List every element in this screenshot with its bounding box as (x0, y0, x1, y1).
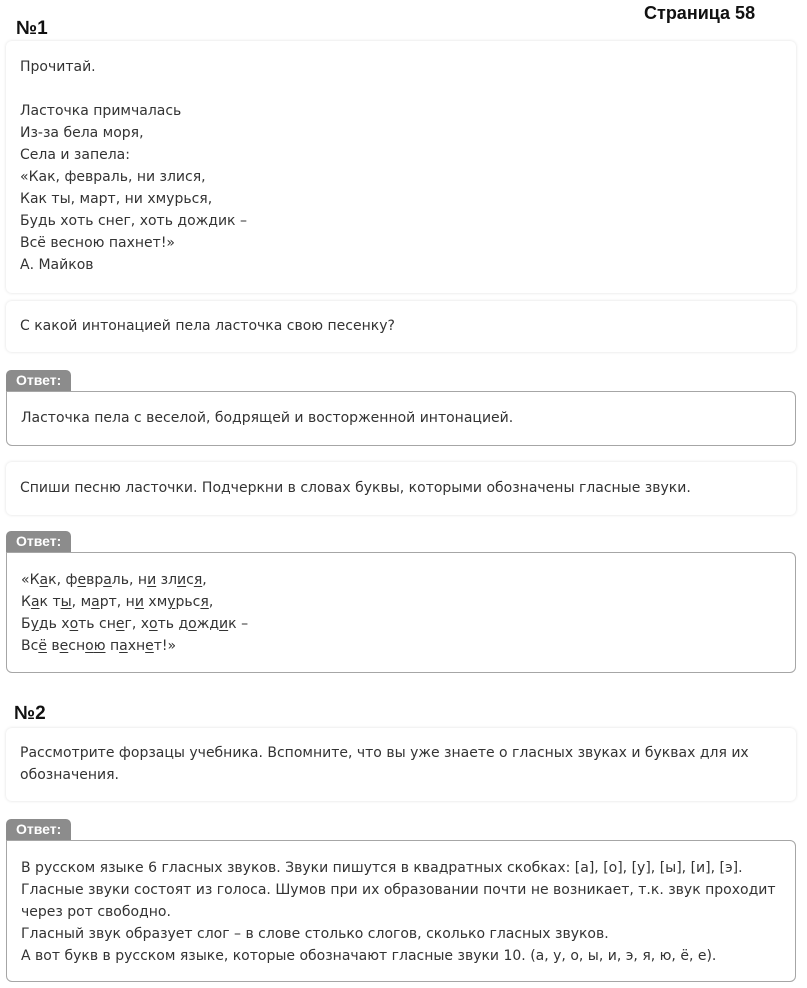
answer-3-line: А вот букв в русском языке, которые обозначают гласные звуки 10. (а, у, о, ы, и, э, я, ю, ё, е). (21, 948, 717, 964)
underlined-vowel: и (177, 572, 187, 588)
song-text: ть сн (78, 616, 116, 632)
song-text: , (202, 572, 207, 588)
answer-3-line: В русском языке 6 гласных звуков. Звуки пишутся в квадратных скобках: [а], [о], [у], [ы], [и], [э]. (21, 860, 743, 876)
poem-line: Села и запела: (20, 147, 130, 163)
song-text: к т (39, 594, 61, 610)
poem (20, 100, 782, 276)
song-text: г, х (124, 616, 150, 632)
song-text: в (46, 638, 60, 654)
task-1-question-2-card (6, 462, 796, 515)
answer-3-line: Гласные звуки состоят из голоса. Шумов при их образовании почти не возникает, т.к. звук проходит через рот свободно. (21, 882, 776, 920)
song-text: вр (86, 572, 104, 588)
underlined-vowel: ы (60, 594, 72, 610)
poem-line: «Как, февраль, ни злися, (20, 169, 206, 185)
underlined-vowel: а (39, 572, 49, 588)
song-text: т!» (153, 638, 177, 654)
task-1-question-1: С какой интонацией пела ласточка свою песенку? (20, 318, 395, 334)
task-1-instruction: Прочитай. (20, 59, 96, 75)
underlined-vowel: и (219, 616, 229, 632)
underlined-vowel: а (30, 594, 40, 610)
underlined-vowel: о (85, 638, 94, 654)
task-2-instruction-card (6, 728, 796, 801)
song-line (21, 591, 781, 613)
answer-box-2 (6, 552, 796, 673)
song-text: сн (68, 638, 86, 654)
underlined-vowel: я (200, 594, 209, 610)
underlined-vowel: ё (38, 638, 47, 654)
underlined-vowel: а (103, 572, 112, 588)
poem-author: А. Майков (20, 257, 94, 273)
underlined-vowel: о (188, 616, 197, 632)
answer-box-3 (6, 840, 796, 982)
song-text: рт, н (99, 594, 135, 610)
underlined-vowel: а (119, 638, 128, 654)
song-text: зл (156, 572, 178, 588)
underlined-vowel: и (134, 594, 144, 610)
task-2-heading: №2 (14, 703, 46, 724)
task-1-heading: №1 (16, 18, 48, 39)
page-number: Страница 58 (644, 3, 756, 23)
song-text: ть д (157, 616, 189, 632)
answer-label: Ответ: (6, 531, 71, 552)
song-text: дь х (38, 616, 70, 632)
song-text: Б (21, 616, 31, 632)
answer-label: Ответ: (6, 370, 71, 391)
answer-box-1 (6, 391, 796, 446)
task-1-text-card (6, 41, 796, 293)
song-text: хн (127, 638, 146, 654)
song-text: к – (228, 616, 249, 632)
underlined-vowel: е (77, 572, 87, 588)
poem-line: Ласточка примчалась (20, 103, 182, 119)
underlined-vowel: о (149, 616, 158, 632)
underlined-vowel: и (147, 572, 157, 588)
song-line (21, 635, 781, 657)
song-copy (21, 569, 781, 657)
task-1-question-2: Спиши песню ласточки. Подчеркни в словах буквы, которыми обозначены гласные звуки. (20, 480, 691, 496)
task-2-instruction: Рассмотрите форзацы учебника. Вспомните, что вы уже знаете о гласных звуках и буквах для их обозначения. (20, 745, 749, 783)
song-text: ль, н (111, 572, 148, 588)
underlined-vowel: е (145, 638, 154, 654)
song-text: п (105, 638, 120, 654)
song-text: «К (21, 572, 40, 588)
underlined-vowel: о (69, 616, 79, 632)
underlined-vowel: у (30, 616, 39, 632)
song-text: , м (71, 594, 92, 610)
underlined-vowel: е (115, 616, 125, 632)
underlined-vowel: у (167, 594, 176, 610)
song-text: К (21, 594, 31, 610)
underlined-vowel: я (193, 572, 203, 588)
song-text: жд (196, 616, 220, 632)
answer-1-text: Ласточка пела с веселой, бодрящей и восторженной интонацией. (21, 410, 514, 426)
song-text: хм (143, 594, 168, 610)
answer-label: Ответ: (6, 819, 71, 840)
song-line (21, 569, 781, 591)
song-text: Вс (21, 638, 39, 654)
song-text: к, ф (48, 572, 78, 588)
answer-3-line: Гласный звук образует слог – в слове столько слогов, сколько гласных звуков. (21, 926, 609, 942)
underlined-vowel: е (59, 638, 69, 654)
underlined-vowel: а (91, 594, 100, 610)
poem-line: Будь хоть снег, хоть дождик – (20, 213, 247, 229)
song-text: , (208, 594, 214, 610)
poem-line: Всё весною пахнет!» (20, 235, 175, 251)
song-text: рьс (175, 594, 201, 610)
poem-line: Как ты, март, ни хмурься, (20, 191, 213, 207)
underlined-vowel: ю (93, 638, 106, 654)
poem-line: Из-за бела моря, (20, 125, 144, 141)
task-1-question-1-card (6, 301, 796, 352)
song-line (21, 613, 781, 635)
song-text: с (186, 572, 194, 588)
